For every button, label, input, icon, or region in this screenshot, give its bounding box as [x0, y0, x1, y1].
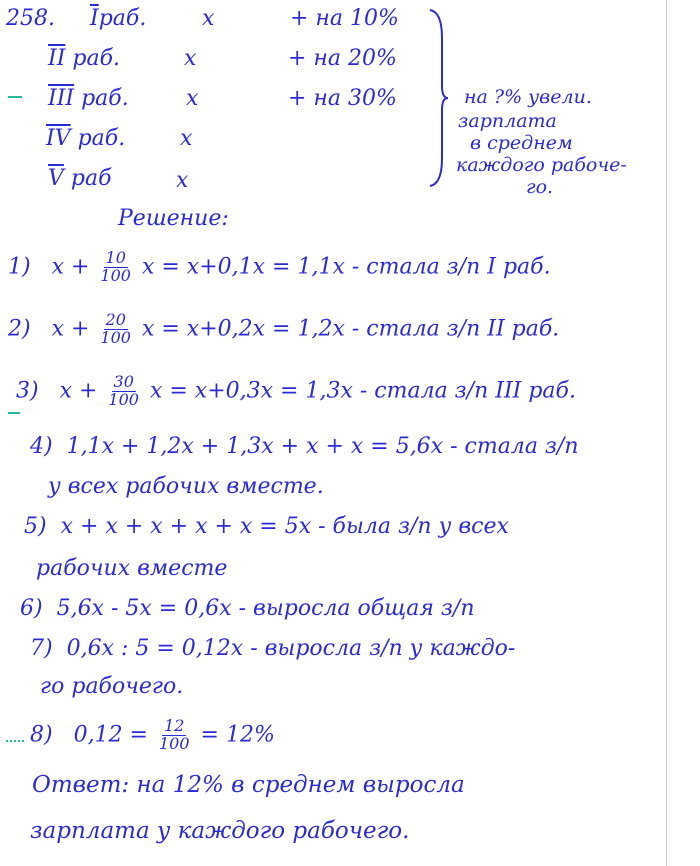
step-5: 5) x + x + x + x + x = 5x - была з/п у всех	[24, 514, 509, 539]
worker-2-var: x	[184, 46, 197, 71]
question-line-1: на ?% увели.	[464, 86, 592, 108]
worker-2-label: $\overline{II}$ раб.	[48, 46, 121, 71]
step-8: 8) 0,12 = $\frac{12}{100}$ = 12%	[30, 716, 275, 753]
worker-5-var: x	[176, 168, 189, 193]
fraction: $\frac{12}{100}$	[159, 716, 190, 753]
problem-number: 258.	[6, 6, 55, 31]
fraction: $\frac{10}{100}$	[100, 248, 131, 285]
answer-line-1: Ответ: на 12% в среднем выросла	[32, 772, 465, 798]
step-6: 6) 5,6x - 5x = 0,6x - выросла общая з/п	[20, 596, 475, 621]
step-5-continuation: рабочих вместе	[36, 556, 228, 581]
worker-1-change: + на 10%	[290, 6, 399, 31]
page-margin-line	[666, 0, 667, 866]
step-2: 2) x + $\frac{20}{100}$ x = x+0,2x = 1,2x - стала з/п II раб.	[8, 310, 560, 347]
worker-3-var: x	[186, 86, 199, 111]
question-line-2: зарплата	[458, 110, 557, 132]
worker-3-change: + на 30%	[288, 86, 397, 111]
step-1: 1) x + $\frac{10}{100}$ x = x+0,1x = 1,1x - стала з/п I раб.	[8, 248, 551, 285]
worker-2-change: + на 20%	[288, 46, 397, 71]
solution-title: Решение:	[118, 206, 229, 231]
step-3: 3) x + $\frac{30}{100}$ x = x+0,3x = 1,3x - стала з/п III раб.	[16, 372, 576, 409]
margin-mark	[8, 96, 22, 98]
fraction: $\frac{30}{100}$	[108, 372, 139, 409]
question-line-4: каждого рабоче-	[456, 154, 627, 176]
question-line-5: го.	[526, 176, 554, 198]
worker-1-var: x	[202, 6, 215, 31]
worker-1-label: $\overline{I}раб$.	[90, 6, 147, 31]
step-4: 4) 1,1x + 1,2x + 1,3x + x + x = 5,6x - стала з/п	[30, 434, 579, 459]
worker-5-label: $\overline{V}$ раб	[48, 166, 112, 191]
worker-4-label: $\overline{IV}$ раб.	[46, 126, 126, 151]
margin-mark	[8, 412, 20, 414]
fraction: $\frac{20}{100}$	[100, 310, 131, 347]
worker-4-var: x	[180, 126, 193, 151]
step-7-continuation: го рабочего.	[40, 674, 184, 699]
margin-mark	[6, 740, 24, 742]
worker-3-label: $\overline{III}$ раб.	[48, 86, 129, 111]
question-line-3: в среднем	[470, 132, 573, 154]
step-4-continuation: у всех рабочих вместе.	[48, 474, 324, 499]
answer-line-2: зарплата у каждого рабочего.	[30, 818, 410, 844]
given-brace	[428, 8, 450, 188]
step-7: 7) 0,6x : 5 = 0,12x - выросла з/п у каждо-	[30, 636, 516, 661]
